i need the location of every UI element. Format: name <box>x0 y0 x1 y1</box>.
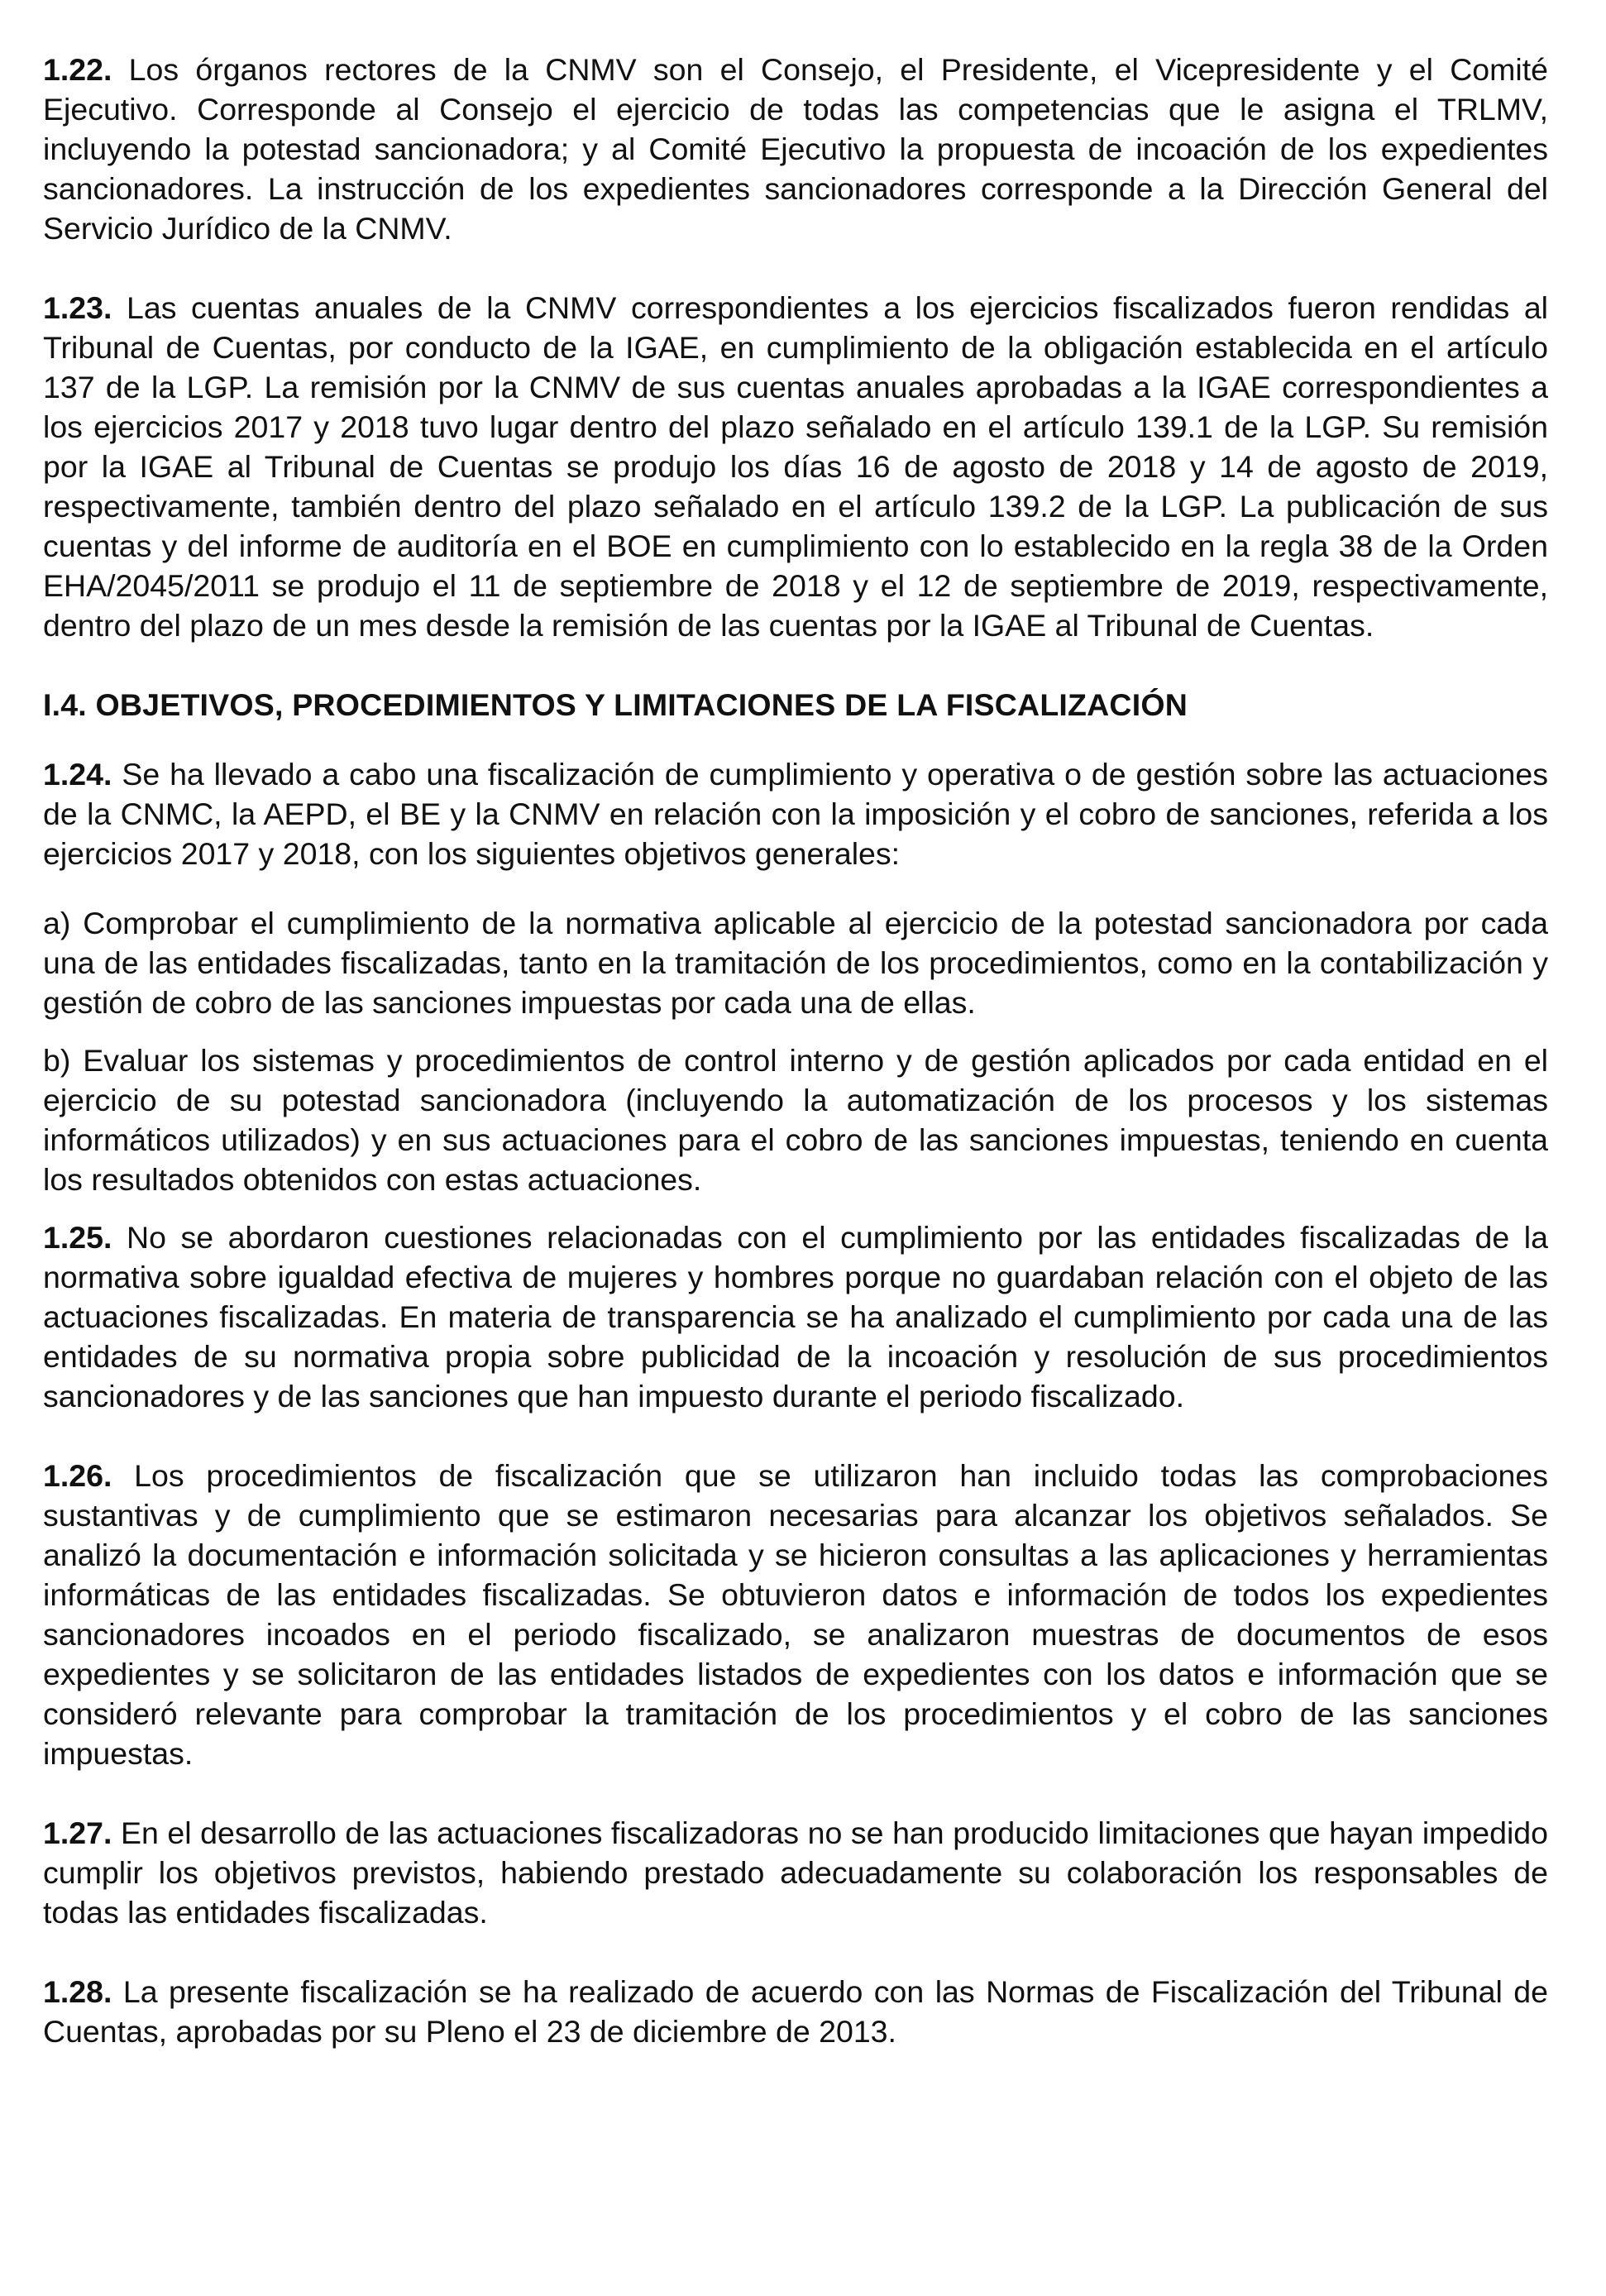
list-item-text: Comprobar el cumplimiento de la normativa aplicable al ejercicio de la potestad sancionadora por cada una de las entidades fiscalizadas, tanto en la tramitación de los procedimientos, como en la contabilización y gestión de cobro de las sanciones impuestas por cada una de ellas. <box>43 906 1548 1020</box>
paragraph-text: En el desarrollo de las actuaciones fiscalizadoras no se han producido limitaciones que hayan impedido cumplir los objetivos previstos, habiendo prestado adecuadamente su colaboración los responsables de todas las entidades fiscalizadas. <box>43 1815 1548 1930</box>
paragraph-number: 1.27. <box>43 1815 112 1850</box>
paragraph-number: 1.23. <box>43 290 112 325</box>
paragraph-number: 1.24. <box>43 757 112 792</box>
paragraph-number: 1.28. <box>43 1974 112 2009</box>
paragraph-number: 1.26. <box>43 1458 112 1493</box>
list-item-text: Evaluar los sistemas y procedimientos de control interno y de gestión aplicados por cada entidad en el ejercicio de su potestad sancionadora (incluyendo la automatización de los procesos y los sistemas informáticos utilizados) y en sus actuaciones para el cobro de las sanciones impuestas, teniendo en cuenta los resultados obtenidos con estas actuaciones. <box>43 1043 1549 1197</box>
list-item-letter: b) <box>43 1043 71 1078</box>
paragraph-text: No se abordaron cuestiones relacionadas con el cumplimiento por las entidades fiscalizadas de la normativa sobre igualdad efectiva de mujeres y hombres porque no guardaban relación con el objeto de las actuaciones fiscalizadas. En materia de transparencia se ha analizado el cumplimiento por cada una de las entidades de su normativa propia sobre publicidad de la incoación y resolución de sus procedimientos sancionadores y de las sanciones que han impuesto durante el periodo fiscalizado. <box>43 1220 1548 1413</box>
paragraph-text: Se ha llevado a cabo una fiscalización de cumplimiento y operativa o de gestión sobre las actuaciones de la CNMC, la AEPD, el BE y la CNMV en relación con la imposición y el cobro de sanciones, referida a los ejercicios 2017 y 2018, con los siguientes objetivos generales: <box>43 757 1548 871</box>
paragraph-text: La presente fiscalización se ha realizado de acuerdo con las Normas de Fiscalización del Tribunal de Cuentas, aprobadas por su Pleno el 23 de diciembre de 2013. <box>43 1974 1549 2049</box>
paragraph-text: Los órganos rectores de la CNMV son el Consejo, el Presidente, el Vicepresidente y el Comité Ejecutivo. Corresponde al Consejo el ejercicio de todas las competencias que le asigna el TRLMV, incluyendo la potestad sancionadora; y al Comité Ejecutivo la propuesta de incoación de los expedientes sancionadores. La instrucción de los expedientes sancionadores corresponde a la Dirección General del Servicio Jurídico de la CNMV. <box>43 52 1548 246</box>
paragraph-1-23 <box>43 288 1548 645</box>
paragraph-1-24 <box>43 754 1548 873</box>
list-item-b <box>43 1040 1548 1199</box>
paragraph-1-28 <box>43 1972 1548 2051</box>
paragraph-text: Los procedimientos de fiscalización que se utilizaron han incluido todas las comprobaciones sustantivas y de cumplimiento que se estimaron necesarias para alcanzar los objetivos señalados. Se analizó la documentación e información solicitada y se hicieron consultas a las aplicaciones y herramientas informáticas de las entidades fiscalizadas. Se obtuvieron datos e información de todos los expedientes sancionadores incoados en el periodo fiscalizado, se analizaron muestras de documentos de esos expedientes y se solicitaron de las entidades listados de expedientes con los datos e información que se consideró relevante para comprobar la tramitación de los procedimientos y el cobro de las sanciones impuestas. <box>43 1458 1548 1771</box>
paragraph-number: 1.22. <box>43 52 112 87</box>
paragraph-1-26 <box>43 1456 1548 1773</box>
list-item-letter: a) <box>43 906 71 940</box>
section-heading: I.4. OBJETIVOS, PROCEDIMIENTOS Y LIMITACIONES DE LA FISCALIZACIÓN <box>43 687 1188 722</box>
paragraph-number: 1.25. <box>43 1220 112 1255</box>
paragraph-1-22 <box>43 50 1548 248</box>
paragraph-1-25 <box>43 1217 1548 1416</box>
paragraph-1-27 <box>43 1813 1548 1932</box>
paragraph-text: Las cuentas anuales de la CNMV correspondientes a los ejercicios fiscalizados fueron rendidas al Tribunal de Cuentas, por conducto de la IGAE, en cumplimiento de la obligación establecida en el artículo 137 de la LGP. La remisión por la CNMV de sus cuentas anuales aprobadas a la IGAE correspondientes a los ejercicios 2017 y 2018 tuvo lugar dentro del plazo señalado en el artículo 139.1 de la LGP. Su remisión por la IGAE al Tribunal de Cuentas se produjo los días 16 de agosto de 2018 y 14 de agosto de 2019, respectivamente, también dentro del plazo señalado en el artículo 139.2 de la LGP. La publicación de sus cuentas y del informe de auditoría en el BOE en cumplimiento con lo establecido en la regla 38 de la Orden EHA/2045/2011 se produjo el 11 de septiembre de 2018 y el 12 de septiembre de 2019, respectivamente, dentro del plazo de un mes desde la remisión de las cuentas por la IGAE al Tribunal de Cuentas. <box>43 290 1549 643</box>
list-item-a <box>43 903 1548 1022</box>
